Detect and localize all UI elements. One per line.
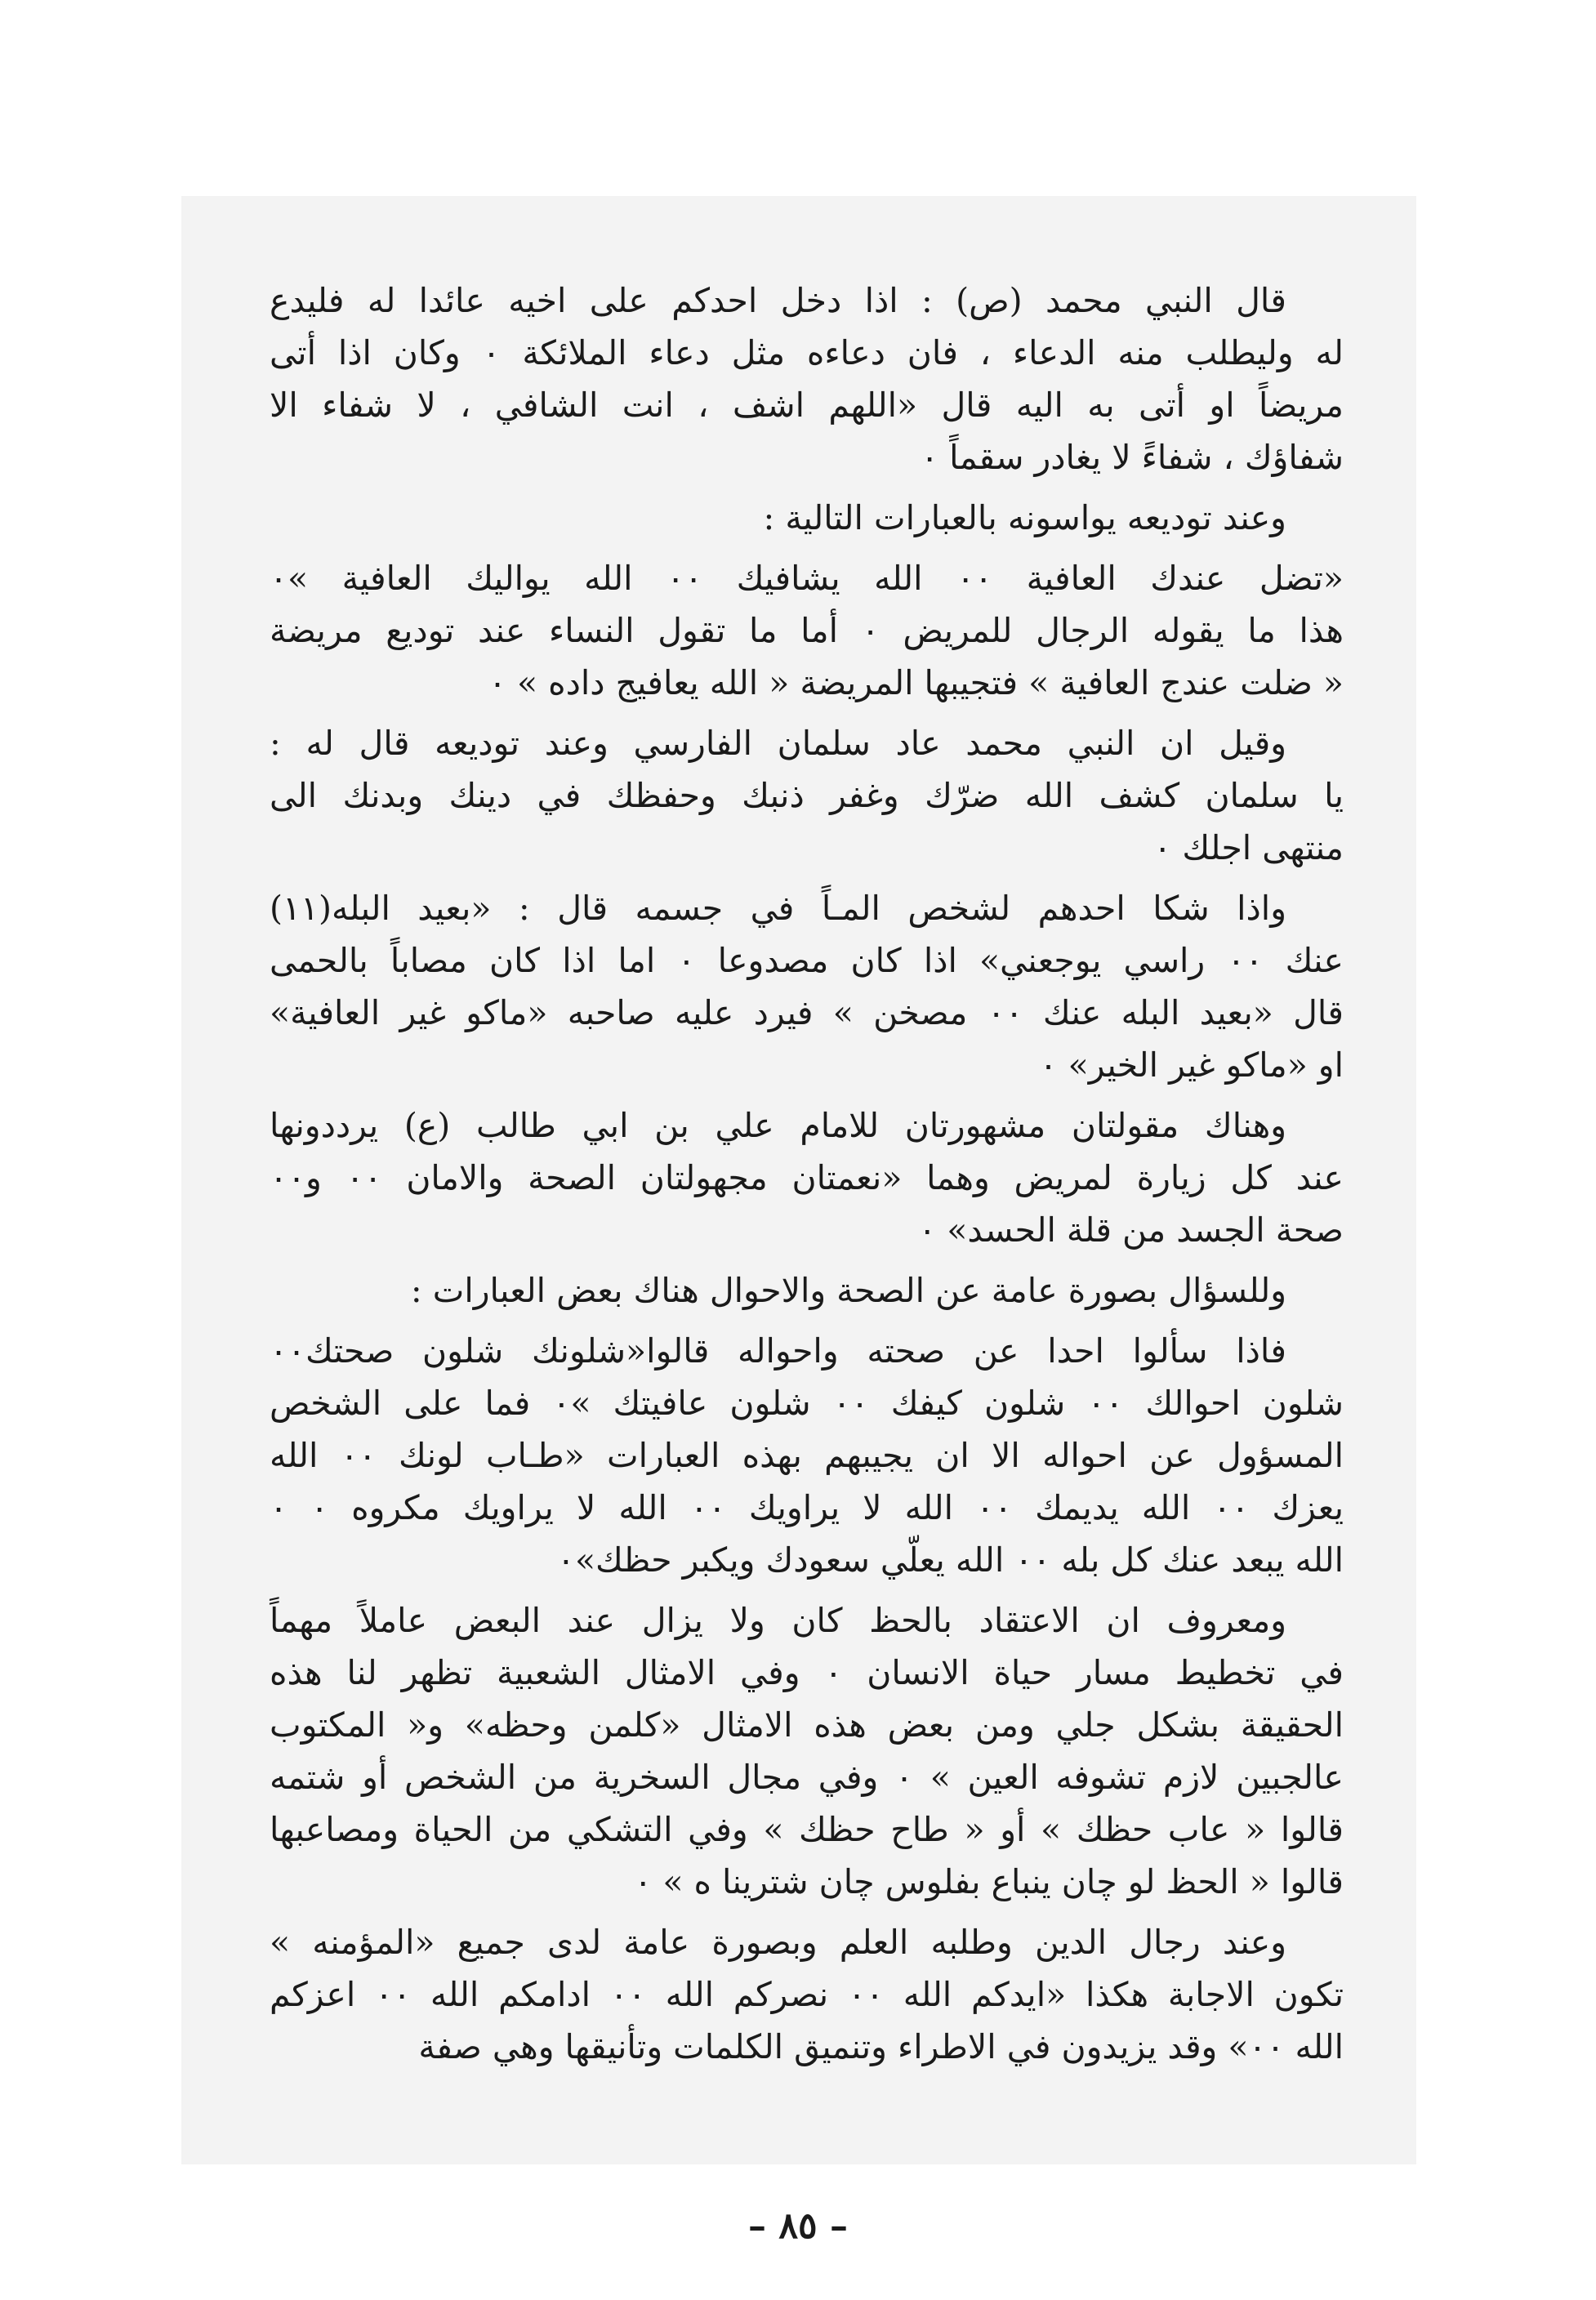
paragraph-farewell-intro — [270, 492, 1344, 544]
paragraph-complaint — [270, 882, 1344, 1091]
text-line: قالوا « الحظ لو چان ينباع بفلوس چان شترينا ه » ٠ — [634, 1862, 1344, 1901]
text-line: له وليطلب منه الدعاء ، فان دعاءه مثل دعاء الملائكة ٠ وكان اذا أتى — [270, 333, 1344, 372]
paragraph-clergy — [270, 1916, 1344, 2073]
paragraph-luck — [270, 1594, 1344, 1908]
paragraph-farewell-phrases — [270, 552, 1344, 709]
paragraph-prophet-visit — [270, 274, 1344, 484]
text-line: تكون الاجابة هكذا «ايدكم الله ٠٠ نصركم الله ٠٠ ادامكم الله ٠٠ اعزكم — [270, 1975, 1344, 2014]
text-line: قال «بعيد البله عنك ٠٠ مصخن » فيرد عليه صاحبه «ماكو غير العافية» — [270, 993, 1344, 1032]
text-line: قال النبي محمد (ص) : اذا دخل احدكم على اخيه عائدا له فليدع — [270, 281, 1286, 320]
page-number: – ٨٥ – — [748, 2205, 848, 2247]
text-line: يعزك ٠٠ الله يديمك ٠٠ الله لا يراويك ٠٠ الله لا يراويك مكروه ٠ ٠ — [270, 1488, 1344, 1527]
text-line: واذا شكا احدهم لشخص المـاً في جسمه قال : «بعيد البله(١١) — [270, 889, 1286, 928]
text-line: هذا ما يقوله الرجال للمريض ٠ أما ما تقول النساء عند توديع مريضة — [270, 611, 1344, 650]
text-line: وللسؤال بصورة عامة عن الصحة والاحوال هناك بعض العبارات : — [410, 1271, 1286, 1310]
text-line: وقيل ان النبي محمد عاد سلمان الفارسي وعند توديعه قال له : — [270, 724, 1286, 763]
text-line: «تضل عندك العافية ٠٠ الله يشافيك ٠٠ الله يواليك العافية »٠ — [270, 559, 1344, 598]
text-line: ومعروف ان الاعتقاد بالحظ كان ولا يزال عند البعض عاملاً مهماً — [270, 1601, 1286, 1640]
text-line: المسؤول عن احواله الا ان يجيبهم بهذه العبارات «طـاب لونك ٠٠ الله — [270, 1436, 1344, 1475]
text-line: قالوا « عاب حظك » أو « طاح حظك » وفي التشكي من الحياة ومصاعبها — [270, 1810, 1344, 1849]
text-line: الحقيقة بشكل جلي ومن بعض هذه الامثال «كلمن وحظه» و« المكتوب — [270, 1705, 1344, 1745]
text-line: او «ماكو غير الخير» ٠ — [1039, 1045, 1344, 1085]
text-line: شفاؤك ، شفاءً لا يغادر سقماً ٠ — [921, 438, 1344, 477]
text-line: فاذا سألوا احدا عن صحته واحواله قالوا«شلونك شلون صحتك٠٠ — [270, 1331, 1286, 1371]
paragraph-health-questions-intro — [270, 1264, 1344, 1317]
text-line: عالجبين لازم تشوفه العين » ٠ وفي مجال السخرية من الشخص أو شتمه — [270, 1758, 1344, 1797]
text-line: وعند رجال الدين وطلبه العلم وبصورة عامة لدى جميع «المؤمنه » — [270, 1923, 1286, 1962]
page-body — [270, 274, 1344, 2081]
text-line: « ضلت عندج العافية » فتجيبها المريضة « الله يعافيج داده » ٠ — [488, 663, 1344, 702]
text-line: يا سلمان كشف الله ضرّك وغفر ذنبك وحفظك في دينك وبدنك الى — [270, 776, 1344, 815]
text-line: عنك ٠٠ راسي يوجعني» اذا كان مصدوعا ٠ اما اذا كان مصاباً بالحمى — [270, 941, 1344, 980]
text-line: الله يبعد عنك كل بله ٠٠ الله يعلّي سعودك ويكبر حظك»٠ — [556, 1540, 1344, 1580]
paragraph-imam-ali — [270, 1099, 1344, 1256]
text-line: في تخطيط مسار حياة الانسان ٠ وفي الامثال الشعبية تظهر لنا هذه — [270, 1653, 1344, 1692]
text-line: صحة الجسد من قلة الحسد» ٠ — [918, 1210, 1344, 1250]
text-line: وهناك مقولتان مشهورتان للامام علي بن ابي طالب (ع) يرددونها — [270, 1106, 1286, 1145]
text-line: مريضاً او أتى به اليه قال «اللهم اشف ، انت الشافي ، لا شفاء الا — [270, 386, 1344, 425]
text-line: عند كل زيارة لمريض وهما «نعمتان مجهولتان الصحة والامان ٠٠ و٠٠ — [270, 1158, 1344, 1197]
text-line: منتهى اجلك ٠ — [1153, 828, 1344, 867]
text-line: الله ٠٠» وقد يزيدون في الاطراء وتنميق الكلمات وتأنيقها وهي صفة — [418, 2027, 1344, 2066]
text-line: وعند توديعه يواسونه بالعبارات التالية : — [763, 498, 1286, 537]
paragraph-salman — [270, 717, 1344, 874]
text-line: شلون احوالك ٠٠ شلون كيفك ٠٠ شلون عافيتك »٠ فما على الشخص — [270, 1384, 1344, 1423]
paragraph-health-questions — [270, 1325, 1344, 1586]
